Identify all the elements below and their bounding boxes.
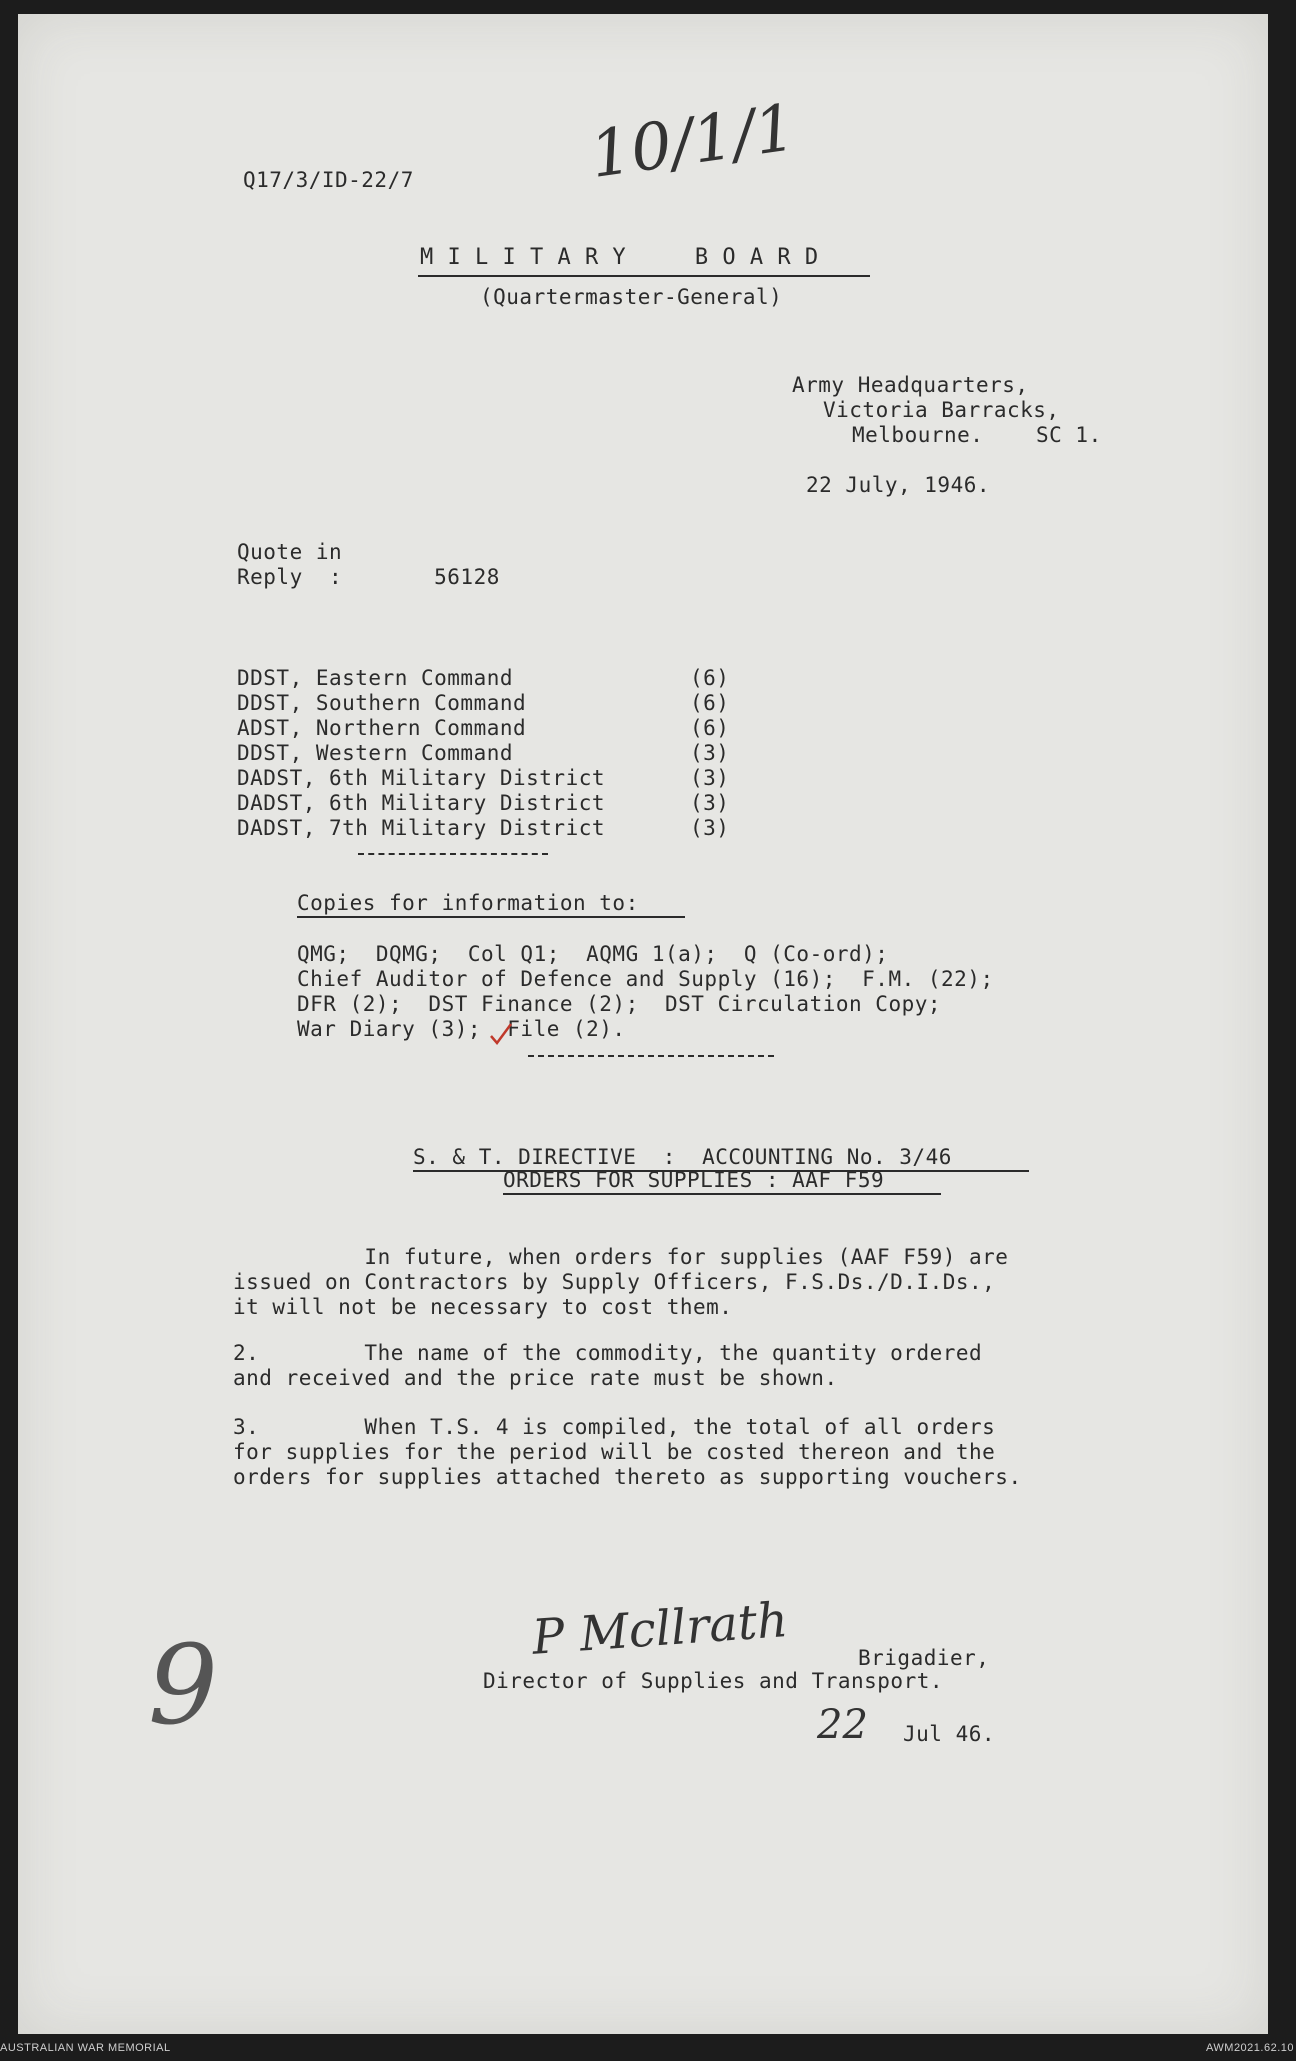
copies-line: Chief Auditor of Defence and Supply (16); F.M. (22);	[297, 967, 994, 991]
paragraph-1-line: it will not be necessary to cost them.	[233, 1295, 733, 1319]
footer-archive-name: AUSTRALIAN WAR MEMORIAL	[0, 2042, 171, 2054]
paragraph-3-line: orders for supplies attached thereto as supporting vouchers.	[233, 1465, 1022, 1489]
handwritten-date-day: 22	[817, 1702, 868, 1748]
paragraph-3-line: for supplies for the period will be costed thereon and the	[233, 1440, 996, 1464]
addressee-copies: (6)	[690, 691, 730, 715]
handwritten-signature: P Mcllrath	[530, 1592, 790, 1666]
addressee-copies: (3)	[690, 816, 730, 840]
quote-label: Quote in	[237, 540, 343, 564]
copies-line: DFR (2); DST Finance (2); DST Circulation Copy;	[297, 992, 942, 1016]
subject-line-1: S. & T. DIRECTIVE : ACCOUNTING No. 3/46	[413, 1145, 952, 1169]
addressee-name: DADST, 6th Military District	[237, 791, 606, 815]
paragraph-3-line: 3. When T.S. 4 is compiled, the total of all orders	[233, 1415, 996, 1439]
addressee-copies: (6)	[690, 716, 730, 740]
copies-line: War Diary (3); File (2).	[297, 1017, 626, 1041]
file-reference: Q17/3/ID-22/7	[243, 168, 414, 192]
copies-heading-underline	[297, 916, 685, 918]
addressee-copies: (3)	[690, 766, 730, 790]
addressee-name: DADST, 7th Military District	[237, 816, 606, 840]
title-underline	[418, 275, 870, 277]
signatory-title: Director of Supplies and Transport.	[483, 1669, 944, 1693]
address-line-2: Victoria Barracks,	[823, 398, 1060, 422]
signature-date: Jul 46.	[903, 1722, 996, 1746]
red-check-mark-icon	[488, 1022, 514, 1046]
copies-divider	[528, 1055, 774, 1057]
addressee-name: DDST, Southern Command	[237, 691, 527, 715]
subject-line-2: ORDERS FOR SUPPLIES : AAF F59	[503, 1168, 885, 1192]
addressee-divider	[358, 853, 548, 855]
footer-catalogue-number: AWM2021.62.10	[1205, 2042, 1294, 2054]
signatory-rank: Brigadier,	[858, 1646, 990, 1670]
addressee-name: DDST, Eastern Command	[237, 666, 514, 690]
paragraph-2-line: and received and the price rate must be shown.	[233, 1366, 838, 1390]
subject-underline-2	[503, 1193, 941, 1195]
handwritten-folio-number: 10/1/1	[585, 91, 801, 193]
addressee-copies: (6)	[690, 666, 730, 690]
address-line-1: Army Headquarters,	[792, 373, 1029, 397]
addressee-name: DDST, Western Command	[237, 741, 514, 765]
paragraph-2-line: 2. The name of the commodity, the quantity ordered	[233, 1341, 983, 1365]
addressee-copies: (3)	[690, 791, 730, 815]
letter-date: 22 July, 1946.	[806, 473, 991, 497]
paragraph-1-line: In future, when orders for supplies (AAF F59) are	[233, 1245, 1009, 1269]
handwritten-margin-number: 9	[148, 1621, 218, 1749]
addressee-name: DADST, 6th Military District	[237, 766, 606, 790]
addressee-copies: (3)	[690, 741, 730, 765]
board-subtitle: (Quartermaster-General)	[480, 285, 783, 309]
paragraph-1-line: issued on Contractors by Supply Officers, F.S.Ds./D.I.Ds.,	[233, 1270, 996, 1294]
quote-reference: Reply : 56128	[237, 565, 500, 589]
board-title: M I L I T A R Y B O A R D	[420, 245, 819, 270]
copies-heading: Copies for information to:	[297, 891, 639, 915]
copies-line: QMG; DQMG; Col Q1; AQMG 1(a); Q (Co-ord);	[297, 942, 889, 966]
address-line-3: Melbourne. SC 1.	[852, 423, 1102, 447]
addressee-name: ADST, Northern Command	[237, 716, 527, 740]
